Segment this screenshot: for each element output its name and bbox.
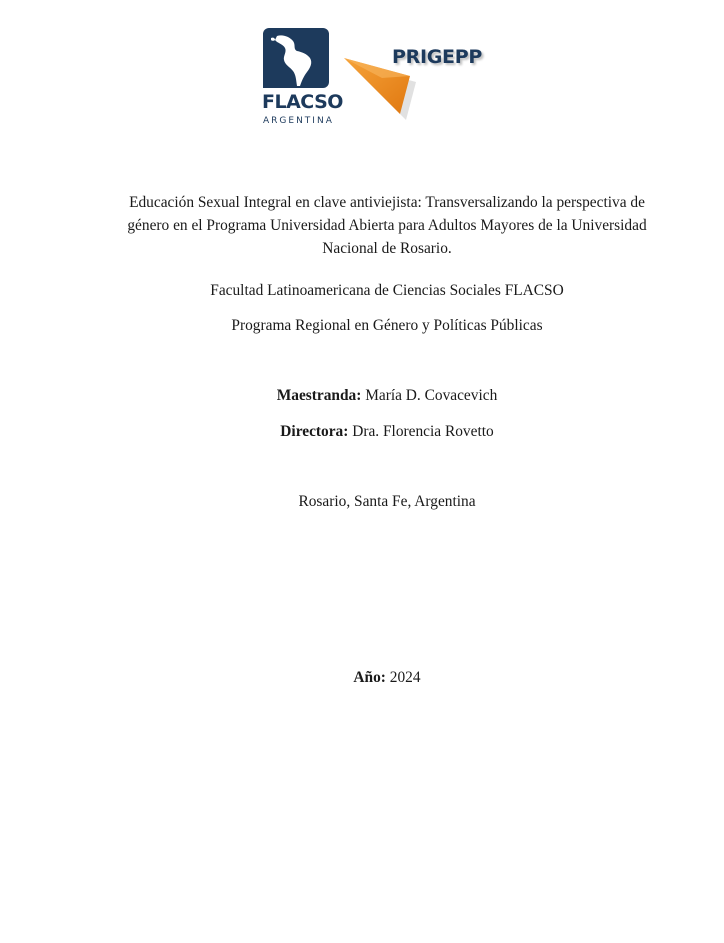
- flacso-logo: [262, 28, 343, 128]
- flacso-country-label: ARGENTINA: [263, 116, 334, 126]
- director-name: Dra. Florencia Rovetto: [348, 423, 494, 440]
- flacso-wordmark: FLACSO: [262, 91, 343, 113]
- thesis-title: [100, 191, 674, 260]
- director-label: Directora:: [280, 423, 349, 440]
- title-line: género en el Programa Universidad Abierta para Adultos Mayores de la Universidad: [127, 217, 647, 234]
- student-label: Maestranda:: [276, 387, 362, 404]
- title-line: Educación Sexual Integral en clave antiviejista: Transversalizando la perspectiva de: [129, 194, 645, 211]
- director-line: [100, 420, 674, 443]
- prigepp-logo: [342, 40, 482, 122]
- title-line: Nacional de Rosario.: [322, 240, 452, 257]
- place-line: Rosario, Santa Fe, Argentina: [298, 493, 476, 510]
- year-label: Año:: [353, 669, 386, 686]
- flacso-map-badge-icon: [263, 28, 329, 88]
- student-name: María D. Covacevich: [361, 387, 498, 404]
- student-line: [100, 384, 674, 407]
- institution-name: Facultad Latinoamericana de Ciencias Sociales FLACSO: [210, 282, 564, 299]
- prigepp-wordmark: PRIGEPP: [392, 46, 482, 68]
- year-line: [100, 666, 674, 689]
- program-name: Programa Regional en Género y Políticas Públicas: [231, 317, 543, 334]
- year-value: 2024: [385, 669, 421, 686]
